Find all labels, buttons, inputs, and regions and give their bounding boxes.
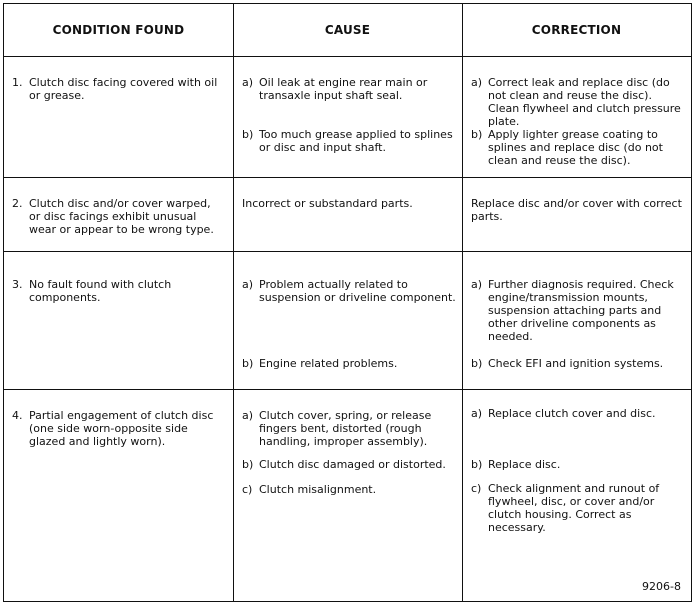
cause-2: Incorrect or substandard parts. [242,197,413,210]
correction-4a [471,407,685,420]
condition-text: No fault found with clutch components. [29,278,172,304]
condition-3 [12,278,220,304]
cause-4a [242,409,456,448]
correction-label: b) [471,357,483,370]
row-divider [4,177,691,178]
cause-text: Oil leak at engine rear main or transaxle input shaft seal. [259,76,428,102]
cause-label: a) [242,76,254,89]
correction-text: Apply lighter grease coating to splines and replace disc (do not clean and reuse the disc). [488,128,663,167]
correction-label: a) [471,76,483,89]
correction-text: Replace disc. [488,458,561,471]
condition-text: Clutch disc facing covered with oil or grease. [29,76,218,102]
correction-1b [471,128,685,167]
condition-1 [12,76,220,102]
condition-4 [12,409,224,448]
correction-text: Replace clutch cover and disc. [488,407,656,420]
cause-label: a) [242,409,254,422]
condition-number: 3. [12,278,23,291]
cause-3b [242,357,456,370]
correction-text: Further diagnosis required. Check engine/transmission mounts, suspension attaching parts and other driveline components as needed. [488,278,674,343]
correction-text: Check alignment and runout of flywheel, disc, or cover and/or clutch housing. Correct as necessary. [488,482,660,534]
correction-label: b) [471,128,483,141]
row-divider [4,389,691,390]
correction-1a [471,76,685,128]
condition-number: 2. [12,197,23,210]
correction-label: a) [471,407,483,420]
header-cause: CAUSE [324,23,371,37]
cause-label: b) [242,128,254,141]
header-correction: CORRECTION [531,23,622,37]
column-divider [233,4,234,601]
cause-text: Clutch cover, spring, or release fingers bent, distorted (rough handling, improper assembly). [259,409,432,448]
row-divider [4,251,691,252]
correction-text: Check EFI and ignition systems. [488,357,664,370]
cause-1b [242,128,456,154]
correction-label: c) [471,482,482,495]
column-divider [462,4,463,601]
correction-3b [471,357,685,370]
correction-4b [471,458,685,471]
correction-4c [471,482,685,534]
cause-label: b) [242,458,254,471]
cause-text: Engine related problems. [259,357,398,370]
cause-4b [242,458,456,471]
header-condition-found: CONDITION FOUND [52,23,185,37]
cause-text: Problem actually related to suspension or driveline component. [259,278,456,304]
condition-text: Clutch disc and/or cover warped, or disc facings exhibit unusual wear or appear to be wrong type. [29,197,214,236]
condition-text: Partial engagement of clutch disc (one side worn-opposite side glazed and lightly worn). [29,409,214,448]
cause-text: Clutch misalignment. [259,483,377,496]
correction-label: a) [471,278,483,291]
condition-number: 4. [12,409,23,422]
cause-4c [242,483,456,496]
cause-3a [242,278,456,304]
cause-label: c) [242,483,253,496]
cause-text: Clutch disc damaged or distorted. [259,458,446,471]
condition-number: 1. [12,76,23,89]
correction-label: b) [471,458,483,471]
cause-label: a) [242,278,254,291]
cause-1a [242,76,456,102]
correction-3a [471,278,685,343]
row-divider [4,56,691,57]
cause-label: b) [242,357,254,370]
cause-text: Too much grease applied to splines or disc and input shaft. [259,128,453,154]
correction-2: Replace disc and/or cover with correct parts. [471,197,682,223]
figure-number: 9206-8 [642,580,681,593]
troubleshooting-table [3,3,692,602]
condition-2 [12,197,224,236]
correction-text: Correct leak and replace disc (do not clean and reuse the disc). Clean flywheel and clutch pressure plate. [488,76,681,128]
